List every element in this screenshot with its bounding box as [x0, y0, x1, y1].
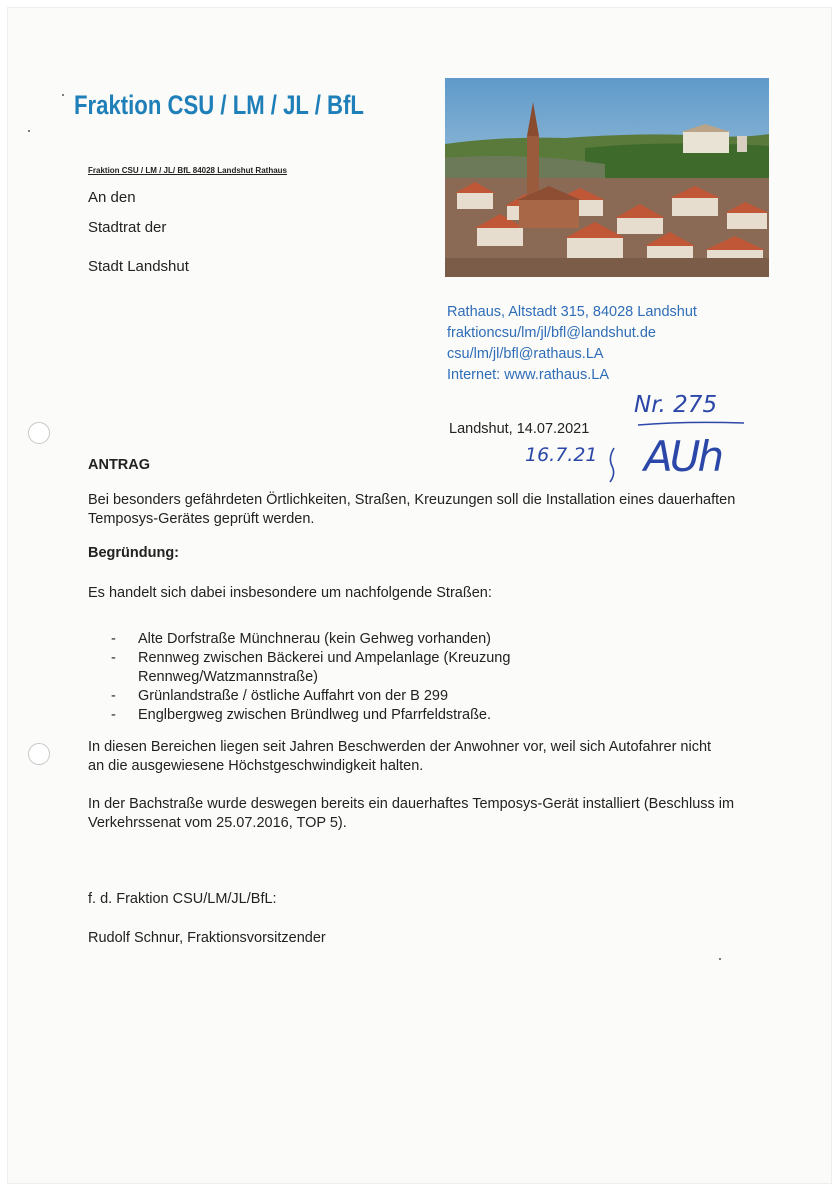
- contact-internet[interactable]: Internet: www.rathaus.LA: [447, 367, 609, 383]
- closing-line: f. d. Fraktion CSU/LM/JL/BfL:: [88, 891, 277, 907]
- recipient-line-2: Stadtrat der: [88, 219, 167, 236]
- punch-hole-bottom: [28, 743, 50, 765]
- list-item: - Alte Dorfstraße Münchnerau (kein Gehweg vorhanden): [111, 631, 492, 647]
- paragraph-bachstrasse: In der Bachstraße wurde deswegen bereits ein dauerhaftes Temposys-Gerät installiert (Beschluss im Verkehrssenat vom 25.07.2016, TOP 5).: [88, 796, 735, 831]
- signatory-name: Rudolf Schnur, Fraktionsvorsitzender: [88, 930, 326, 946]
- street-list: [111, 630, 638, 725]
- motion-heading: ANTRAG: [88, 457, 151, 473]
- contact-email-1[interactable]: fraktioncsu/lm/jl/bfl@landshut.de: [447, 325, 656, 341]
- paragraph-complaints: In diesen Bereichen liegen seit Jahren Beschwerden der Anwohner vor, weil sich Autofahrer nicht an die ausgewiesene Höchstgeschwindigkeit halten.: [88, 739, 712, 774]
- street-item-4: Englbergweg zwischen Bründlweg und Pfarrfeldstraße.: [138, 707, 492, 723]
- scan-speck: [719, 958, 721, 960]
- recipient-line-3: Stadt Landshut: [88, 258, 189, 275]
- handwritten-received-date: 16.7.21: [525, 444, 598, 466]
- handwritten-number: Nr. 275: [634, 392, 718, 418]
- reason-intro: Es handelt sich dabei insbesondere um nachfolgende Straßen:: [88, 585, 492, 601]
- list-item: - Rennweg zwischen Bäckerei und Ampelanlage (Kreuzung Rennweg/Watzmannstraße): [111, 650, 511, 685]
- list-item: - Grünlandstraße / östliche Auffahrt von der B 299: [111, 688, 449, 704]
- handwritten-underline: [636, 420, 746, 428]
- list-item: - Englbergweg zwischen Bründlweg und Pfarrfeldstraße.: [111, 707, 492, 723]
- party-title: Fraktion CSU / LM / JL / BfL: [74, 90, 364, 120]
- contact-address: Rathaus, Altstadt 315, 84028 Landshut: [447, 304, 697, 320]
- street-item-2: Rennweg zwischen Bäckerei und Ampelanlage (Kreuzung Rennweg/Watzmannstraße): [138, 650, 511, 685]
- scan-speck: [62, 94, 64, 96]
- recipient-line-1: An den: [88, 189, 136, 206]
- punch-hole-top: [28, 422, 50, 444]
- handwritten-bracket: [604, 444, 628, 484]
- motion-text: Bei besonders gefährdeten Örtlichkeiten, Straßen, Kreuzungen soll die Installation eines dauerhaften Temposys-Gerätes geprüft werden.: [88, 492, 736, 527]
- reason-heading: Begründung:: [88, 545, 180, 561]
- scan-speck: [28, 130, 30, 132]
- document-page: [8, 8, 831, 1183]
- street-item-1: Alte Dorfstraße Münchnerau (kein Gehweg vorhanden): [138, 631, 492, 647]
- letter-date: Landshut, 14.07.2021: [449, 421, 590, 437]
- contact-email-2[interactable]: csu/lm/jl/bfl@rathaus.LA: [447, 346, 604, 362]
- sender-return-line: Fraktion CSU / LM / JL/ BfL 84028 Landshut Rathaus: [88, 166, 287, 175]
- street-item-3: Grünlandstraße / östliche Auffahrt von der B 299: [138, 688, 449, 704]
- handwritten-signature: AUh: [644, 432, 722, 481]
- landshut-town-photo: [445, 78, 769, 277]
